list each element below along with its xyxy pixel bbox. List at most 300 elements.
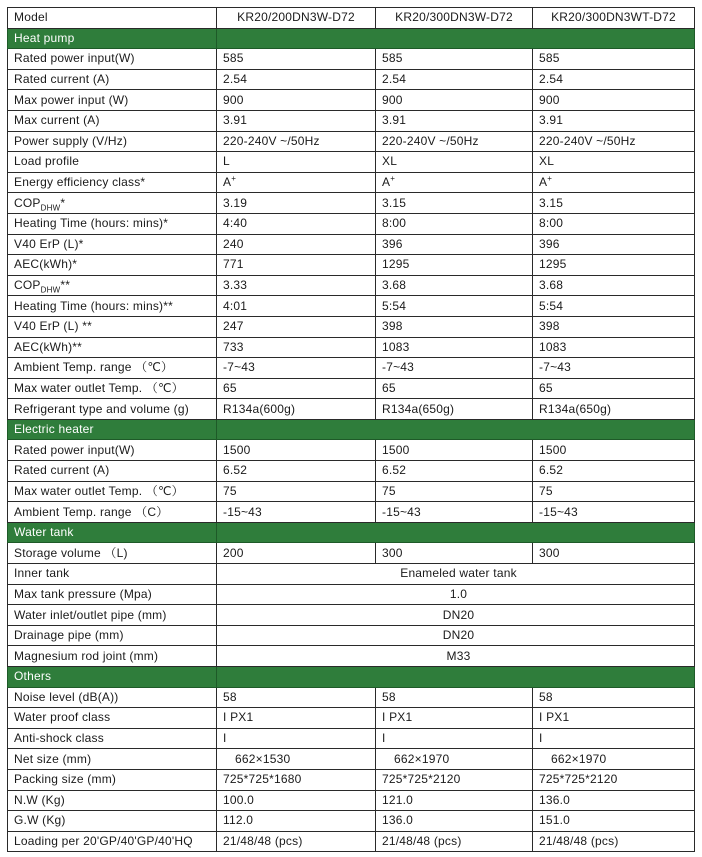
spec-row: [8, 790, 695, 811]
merged-value-text: Enameled water tank: [400, 566, 517, 581]
value-text: I: [382, 731, 386, 746]
spec-row: [8, 358, 695, 379]
section-filler: [217, 522, 695, 543]
value-text: I PX1: [382, 710, 413, 725]
value-cell: [533, 131, 695, 152]
value-text: 3.68: [539, 278, 564, 293]
value-cell: [217, 296, 376, 317]
section-filler: [217, 419, 695, 440]
value-cell: [217, 172, 376, 193]
row-label-text: Water proof class: [14, 710, 111, 725]
section-title: Electric heater: [8, 419, 217, 440]
spec-row: [8, 193, 695, 214]
value-cell: [376, 90, 533, 111]
value-text: 220-240V ~/50Hz: [223, 133, 320, 148]
spec-row: [8, 625, 695, 646]
value-text: 585: [539, 51, 560, 66]
value-text: 1500: [539, 442, 567, 457]
spec-row: [8, 131, 695, 152]
value-text: XL: [539, 154, 555, 169]
value-text: 21/48/48 (pcs): [223, 834, 303, 849]
value-text: 900: [223, 92, 244, 107]
value-text: 58: [223, 689, 237, 704]
value-text: 75: [539, 483, 553, 498]
row-label-subscript: DHW: [40, 203, 61, 213]
value-cell: [217, 110, 376, 131]
row-label: [8, 316, 217, 337]
value-text: -7~43: [382, 360, 415, 375]
value-cell: [376, 358, 533, 379]
row-label-text: Max water outlet Temp. （℃）: [14, 380, 184, 395]
value-text: 2.54: [223, 72, 248, 87]
value-cell: [533, 749, 695, 770]
row-label: [8, 481, 217, 502]
value-cell: [376, 790, 533, 811]
value-cell: [217, 378, 376, 399]
value-cell: [376, 461, 533, 482]
value-text: 1083: [382, 339, 410, 354]
row-label-text: Storage volume （L): [14, 545, 128, 560]
value-cell: [376, 502, 533, 523]
value-text: 136.0: [382, 813, 414, 828]
value-cell: [217, 131, 376, 152]
value-cell: [533, 831, 695, 852]
merged-value-text: DN20: [442, 607, 475, 622]
row-label-subscript: DHW: [40, 285, 61, 295]
value-cell: [376, 193, 533, 214]
row-label: [8, 90, 217, 111]
value-cell: [376, 172, 533, 193]
spec-row: [8, 275, 695, 296]
value-text: 662×1530: [235, 751, 291, 766]
value-cell: [533, 316, 695, 337]
value-cell: [217, 502, 376, 523]
row-label-text: Refrigerant type and volume (g): [14, 401, 189, 416]
value-text: 3.33: [223, 278, 248, 293]
model-name: KR20/300DN3W-D72: [376, 8, 533, 29]
value-text: 300: [382, 545, 403, 560]
value-text: 725*725*2120: [382, 772, 461, 787]
row-label-text: Water inlet/outlet pipe (mm): [14, 607, 167, 622]
row-label-text: Rated power input(W): [14, 51, 135, 66]
spec-row: [8, 255, 695, 276]
value-cell: [217, 749, 376, 770]
section-title: Heat pump: [8, 28, 217, 49]
value-text: L: [223, 154, 230, 169]
value-cell: [533, 90, 695, 111]
section-title: Water tank: [8, 522, 217, 543]
value-text: 2.54: [539, 72, 564, 87]
merged-value-text: DN20: [442, 628, 475, 643]
value-text: I: [539, 731, 543, 746]
value-cell: [217, 708, 376, 729]
value-cell: [217, 49, 376, 70]
row-label-text: Net size (mm): [14, 751, 92, 766]
spec-row: [8, 234, 695, 255]
value-cell: [533, 543, 695, 564]
value-cell: [376, 399, 533, 420]
value-text: 200: [223, 545, 244, 560]
value-text: 21/48/48 (pcs): [539, 834, 619, 849]
value-cell: [217, 543, 376, 564]
value-text: 3.91: [382, 113, 407, 128]
value-text: 1500: [382, 442, 410, 457]
row-label-text: Max current (A): [14, 113, 100, 128]
value-text: 3.15: [539, 195, 564, 210]
row-label-text: Rated power input(W): [14, 442, 135, 457]
row-label-suffix: **: [60, 278, 71, 293]
header-row: [8, 8, 695, 29]
value-cell: [533, 708, 695, 729]
spec-row: [8, 172, 695, 193]
value-text: 8:00: [382, 216, 407, 231]
value-cell: [533, 440, 695, 461]
model-name: KR20/300DN3WT-D72: [533, 8, 695, 29]
row-label-text: Max water outlet Temp. （℃）: [14, 483, 184, 498]
value-text: R134a(650g): [382, 401, 455, 416]
section-header-water-tank: [8, 522, 695, 543]
value-text: 771: [223, 257, 244, 272]
row-label-text: N.W (Kg): [14, 792, 65, 807]
merged-value-text: M33: [446, 648, 471, 663]
value-cell: [217, 193, 376, 214]
value-cell: [376, 131, 533, 152]
value-cell: [533, 172, 695, 193]
spec-row: [8, 69, 695, 90]
row-label: [8, 625, 217, 646]
value-cell: [533, 461, 695, 482]
row-label-text: AEC(kWh)*: [14, 257, 78, 272]
value-cell: [533, 399, 695, 420]
value-text: 136.0: [539, 792, 571, 807]
row-label-text: Noise level (dB(A)): [14, 689, 119, 704]
row-label-text: V40 ErP (L)*: [14, 236, 84, 251]
value-cell: [376, 811, 533, 832]
row-label-text: Heating Time (hours: mins)*: [14, 216, 169, 231]
value-cell: [217, 811, 376, 832]
value-superscript: +: [390, 174, 396, 184]
value-text: 58: [539, 689, 553, 704]
spec-row: [8, 378, 695, 399]
row-label: [8, 440, 217, 461]
row-label-text: Energy efficiency class*: [14, 175, 146, 190]
row-label-text: Rated current (A): [14, 463, 110, 478]
value-cell: [533, 811, 695, 832]
spec-row: [8, 831, 695, 852]
row-label-text: V40 ErP (L) **: [14, 319, 92, 334]
value-cell: [376, 687, 533, 708]
spec-row: [8, 811, 695, 832]
value-text: 6.52: [223, 463, 248, 478]
row-label-text: AEC(kWh)**: [14, 339, 83, 354]
value-superscript: +: [231, 174, 237, 184]
row-label: [8, 358, 217, 379]
spec-row: [8, 708, 695, 729]
value-text: 6.52: [382, 463, 407, 478]
row-label-text: Load profile: [14, 154, 80, 169]
value-cell: [376, 440, 533, 461]
row-label: [8, 831, 217, 852]
merged-value: [217, 605, 695, 626]
row-label: [8, 790, 217, 811]
row-label-text: Packing size (mm): [14, 772, 117, 787]
spec-row: [8, 584, 695, 605]
value-cell: [533, 296, 695, 317]
spec-table-body: [8, 8, 695, 852]
value-text: 398: [382, 319, 403, 334]
row-label: [8, 728, 217, 749]
value-cell: [533, 687, 695, 708]
value-text: 4:40: [223, 216, 248, 231]
value-text: R134a(600g): [223, 401, 296, 416]
row-label: [8, 131, 217, 152]
value-text: 4:01: [223, 298, 248, 313]
spec-row: [8, 543, 695, 564]
row-label-text: Max power input (W): [14, 92, 129, 107]
row-label-text: Ambient Temp. range （C）: [14, 504, 169, 519]
row-label: [8, 110, 217, 131]
value-cell: [376, 831, 533, 852]
value-text: 3.91: [223, 113, 248, 128]
value-cell: [533, 769, 695, 790]
row-label: [8, 502, 217, 523]
row-label: [8, 255, 217, 276]
value-text: 65: [539, 380, 553, 395]
value-cell: [217, 152, 376, 173]
value-cell: [217, 790, 376, 811]
row-label-text: Inner tank: [14, 566, 70, 581]
value-cell: [376, 275, 533, 296]
value-text: 398: [539, 319, 560, 334]
value-text: 396: [382, 236, 403, 251]
value-text: 1083: [539, 339, 567, 354]
value-cell: [376, 234, 533, 255]
spec-row: [8, 152, 695, 173]
row-label: [8, 769, 217, 790]
value-text: -15~43: [382, 504, 421, 519]
row-label-text: Anti-shock class: [14, 731, 104, 746]
value-cell: [533, 502, 695, 523]
row-label: [8, 564, 217, 585]
value-cell: [533, 49, 695, 70]
value-cell: [533, 728, 695, 749]
spec-row: [8, 440, 695, 461]
value-cell: [217, 255, 376, 276]
row-label-text: COP: [14, 278, 41, 293]
value-cell: [376, 481, 533, 502]
row-label-text: G.W (Kg): [14, 813, 66, 828]
value-cell: [533, 234, 695, 255]
value-text: 75: [223, 483, 237, 498]
value-cell: [217, 481, 376, 502]
model-name: KR20/200DN3W-D72: [217, 8, 376, 29]
row-label: [8, 749, 217, 770]
value-cell: [376, 337, 533, 358]
value-text: 58: [382, 689, 396, 704]
value-cell: [533, 378, 695, 399]
value-text: -7~43: [539, 360, 572, 375]
row-label: [8, 193, 217, 214]
value-text: -15~43: [539, 504, 578, 519]
section-header-others: [8, 667, 695, 688]
row-label-text: Loading per 20'GP/40'GP/40'HQ: [14, 834, 193, 849]
merged-value: [217, 646, 695, 667]
merged-value: [217, 625, 695, 646]
row-label: [8, 811, 217, 832]
row-label: [8, 399, 217, 420]
value-cell: [376, 49, 533, 70]
value-text: 5:54: [382, 298, 407, 313]
value-text: A: [382, 175, 391, 190]
row-label: [8, 543, 217, 564]
value-text: 6.52: [539, 463, 564, 478]
value-cell: [376, 296, 533, 317]
value-text: 900: [382, 92, 403, 107]
row-label-text: Ambient Temp. range （℃）: [14, 360, 174, 375]
value-cell: [376, 213, 533, 234]
value-text: 151.0: [539, 813, 571, 828]
value-cell: [217, 69, 376, 90]
value-text: 3.15: [382, 195, 407, 210]
section-header-electric-heater: [8, 419, 695, 440]
value-text: 65: [382, 380, 396, 395]
value-cell: [217, 234, 376, 255]
row-label: [8, 152, 217, 173]
section-header-heat-pump: [8, 28, 695, 49]
value-text: 21/48/48 (pcs): [382, 834, 462, 849]
row-label-text: COP: [14, 195, 41, 210]
value-text: 3.19: [223, 195, 248, 210]
value-text: A: [539, 175, 548, 190]
spec-row: [8, 481, 695, 502]
value-cell: [376, 378, 533, 399]
value-text: 247: [223, 319, 244, 334]
value-cell: [533, 152, 695, 173]
value-cell: [533, 481, 695, 502]
row-label: [8, 172, 217, 193]
value-text: I PX1: [223, 710, 254, 725]
value-cell: [533, 790, 695, 811]
spec-row: [8, 646, 695, 667]
value-cell: [217, 687, 376, 708]
spec-row: [8, 461, 695, 482]
spec-row: [8, 90, 695, 111]
value-text: -7~43: [223, 360, 256, 375]
row-label: [8, 378, 217, 399]
value-cell: [376, 255, 533, 276]
value-cell: [376, 152, 533, 173]
value-text: 112.0: [223, 813, 254, 828]
section-filler: [217, 667, 695, 688]
value-text: 733: [223, 339, 244, 354]
spec-row: [8, 49, 695, 70]
spec-row: [8, 316, 695, 337]
value-text: 100.0: [223, 792, 255, 807]
row-label-text: Drainage pipe (mm): [14, 628, 124, 643]
row-label: [8, 234, 217, 255]
row-label-text: Power supply (V/Hz): [14, 133, 128, 148]
value-cell: [533, 213, 695, 234]
value-cell: [217, 399, 376, 420]
value-cell: [217, 90, 376, 111]
section-title: Others: [8, 667, 217, 688]
value-text: 1295: [539, 257, 567, 272]
spec-table: [7, 7, 695, 852]
spec-row: [8, 728, 695, 749]
value-cell: [217, 461, 376, 482]
spec-row: [8, 110, 695, 131]
value-text: 1500: [223, 442, 251, 457]
value-text: 300: [539, 545, 560, 560]
value-text: 3.68: [382, 278, 407, 293]
value-cell: [217, 831, 376, 852]
value-text: 2.54: [382, 72, 407, 87]
value-text: 3.91: [539, 113, 564, 128]
spec-row: [8, 605, 695, 626]
row-label: [8, 69, 217, 90]
spec-row: [8, 564, 695, 585]
value-cell: [376, 769, 533, 790]
value-cell: [533, 110, 695, 131]
value-cell: [376, 708, 533, 729]
value-text: 220-240V ~/50Hz: [382, 133, 479, 148]
value-text: 65: [223, 380, 237, 395]
value-cell: [217, 728, 376, 749]
value-cell: [533, 255, 695, 276]
value-text: 662×1970: [394, 751, 450, 766]
value-text: 75: [382, 483, 396, 498]
value-superscript: +: [547, 174, 553, 184]
value-cell: [376, 728, 533, 749]
value-cell: [376, 749, 533, 770]
merged-value-text: 1.0: [449, 586, 468, 601]
spec-row: [8, 296, 695, 317]
spec-row: [8, 337, 695, 358]
row-label-suffix: *: [60, 195, 66, 210]
value-text: 1295: [382, 257, 410, 272]
row-label: [8, 337, 217, 358]
row-label-text: Rated current (A): [14, 72, 110, 87]
value-cell: [533, 193, 695, 214]
value-text: 5:54: [539, 298, 564, 313]
value-text: 121.0: [382, 792, 414, 807]
value-text: 725*725*1680: [223, 772, 302, 787]
value-text: 662×1970: [551, 751, 607, 766]
row-label: [8, 275, 217, 296]
row-label: [8, 461, 217, 482]
value-cell: [376, 69, 533, 90]
value-cell: [533, 358, 695, 379]
spec-row: [8, 769, 695, 790]
value-text: A: [223, 175, 232, 190]
value-cell: [533, 337, 695, 358]
value-text: 240: [223, 236, 244, 251]
value-text: 725*725*2120: [539, 772, 618, 787]
value-cell: [217, 213, 376, 234]
value-text: 585: [382, 51, 403, 66]
row-label: [8, 646, 217, 667]
value-cell: [376, 316, 533, 337]
value-cell: [533, 275, 695, 296]
row-label: [8, 296, 217, 317]
value-cell: [376, 110, 533, 131]
row-label: [8, 687, 217, 708]
row-label-text: Heating Time (hours: mins)**: [14, 298, 173, 313]
value-text: R134a(650g): [539, 401, 612, 416]
value-text: 220-240V ~/50Hz: [539, 133, 636, 148]
value-text: 396: [539, 236, 560, 251]
value-text: 585: [223, 51, 244, 66]
